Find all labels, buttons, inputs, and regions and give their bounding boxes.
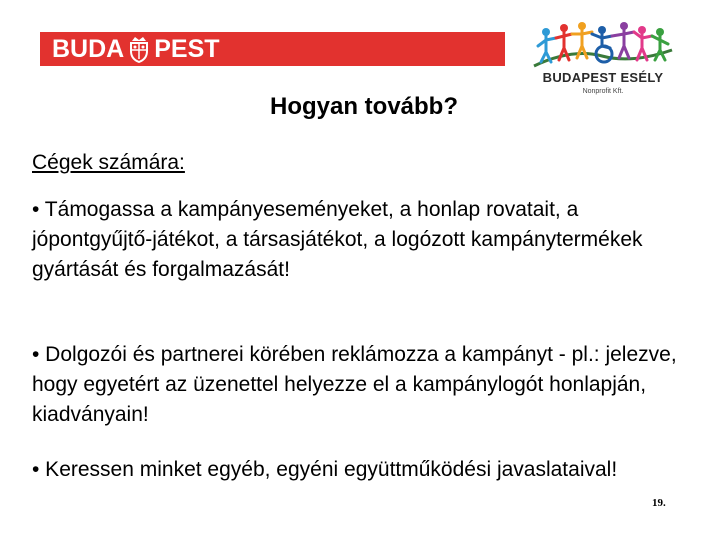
- logo-text-right: PEST: [154, 35, 220, 63]
- page-number: 19.: [652, 497, 666, 509]
- people-figures-icon: [532, 18, 674, 68]
- bullet-item: • Keressen minket egyéb, egyéni együttműködési javaslataival!: [32, 458, 618, 481]
- partner-subtitle: Nonprofit Kft.: [582, 88, 624, 95]
- section-heading: Cégek számára:: [32, 151, 185, 174]
- budapest-logo: [52, 34, 220, 64]
- partner-name: BUDAPEST ESÉLY: [542, 70, 664, 85]
- slide-title: Hogyan tovább?: [269, 93, 458, 120]
- bullet-item: • Dolgozói és partnerei körében reklámozza a kampányt - pl.: jelezve, hogy egyetért az üzenettel helyezze el a kampánylogót honlapján, kiadványain!: [32, 343, 677, 426]
- bullet-item: • Támogassa a kampányeseményeket, a honlap rovatait, a jópontgyűjtő-játékot, a társasjátékot, a logózott kampánytermékek gyártását és forgalmazását!: [32, 198, 643, 281]
- logo-text-left: BUDA: [52, 35, 125, 63]
- crest-icon: [126, 35, 152, 63]
